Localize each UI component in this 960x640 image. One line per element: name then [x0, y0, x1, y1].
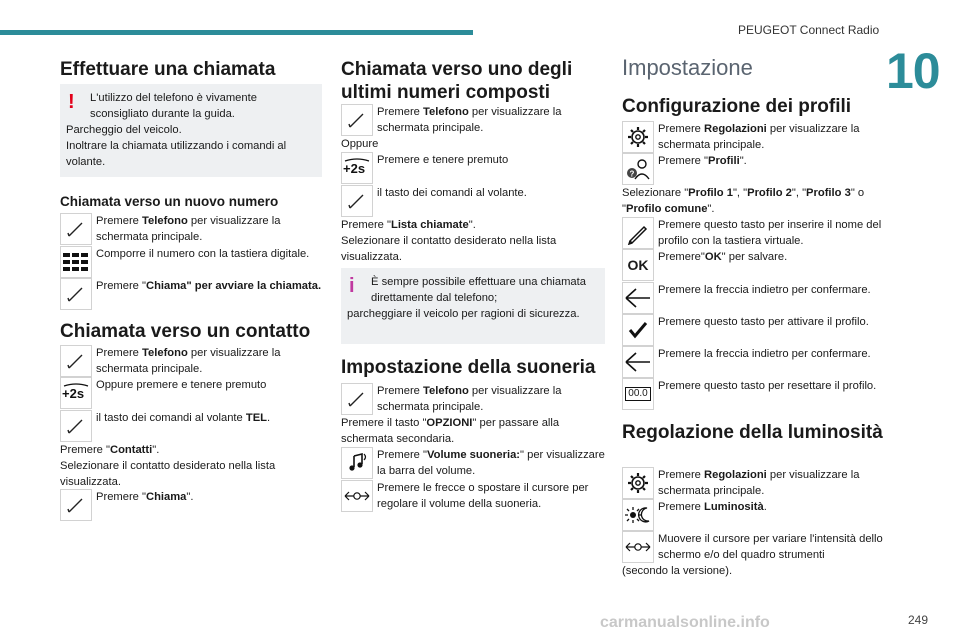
- step-row: [341, 447, 605, 479]
- step-text: .: [763, 501, 767, 513]
- warning-text: Parcheggio del veicolo.: [66, 124, 182, 136]
- paragraph-text: ", ": [791, 187, 807, 199]
- step-text: Premere: [96, 215, 143, 227]
- brightness-icon: [622, 499, 654, 531]
- step-text: ".: [739, 155, 747, 167]
- step-text: Premere questo tasto per resettare il profilo.: [658, 380, 877, 392]
- step-text: per visualizzare la schermata principale.: [377, 385, 562, 413]
- step-row: [622, 499, 890, 531]
- step-text: Premere e tenere premuto: [377, 154, 509, 166]
- step-text-bold: Regolazioni: [704, 469, 767, 481]
- section-title: Regolazione della luminosità: [622, 422, 883, 443]
- step-row: [60, 410, 322, 442]
- pen-icon: [622, 217, 654, 249]
- step-row: [60, 489, 322, 521]
- paragraph-text: Selezionare ": [622, 187, 689, 199]
- paragraph-text: Selezionare il contatto desiderato nella lista visualizzata.: [341, 235, 557, 263]
- step-row: [341, 104, 605, 136]
- paragraph: [341, 415, 605, 447]
- step-row: [60, 377, 322, 409]
- warning-box: [60, 84, 322, 177]
- step-text-bold: OK: [704, 251, 722, 263]
- warning-icon: !: [68, 91, 75, 113]
- step-text-bold: TEL: [245, 412, 268, 424]
- paragraph-text: " o ": [622, 187, 865, 215]
- section-title: Impostazione della suoneria: [341, 357, 596, 378]
- paragraph-text-bold: Profilo 2: [747, 187, 792, 199]
- step-text-bold: Chiama" per avviare la chiamata.: [145, 280, 322, 292]
- step-text: Premere: [377, 385, 424, 397]
- step-row: [60, 345, 322, 377]
- section-title: Configurazione dei profili: [622, 96, 852, 117]
- press-2s-icon: [60, 377, 92, 409]
- paragraph-text: ".: [152, 444, 160, 456]
- step-text: ".: [186, 491, 194, 503]
- step-text-bold: Telefono: [142, 347, 188, 359]
- step-row: [60, 246, 322, 278]
- chapter-number: 10: [886, 43, 940, 99]
- step-text: per visualizzare la schermata principale.: [96, 215, 281, 243]
- reset-icon-label: 00.0: [625, 387, 650, 401]
- step-text: Premere la freccia indietro per confermare.: [658, 284, 871, 296]
- step-text-bold: Telefono: [142, 215, 188, 227]
- subsection-title: Chiamata verso un nuovo numero: [60, 194, 279, 209]
- pencil-icon: [341, 104, 373, 136]
- svg-text:+2s: +2s: [343, 161, 366, 176]
- step-text-bold: Regolazioni: [704, 123, 767, 135]
- step-row: [622, 121, 890, 153]
- step-text: Premere le frecce o spostare il cursore per regolare il volume della suoneria.: [377, 482, 589, 510]
- step-text: per visualizzare la schermata principale.: [658, 123, 860, 151]
- paragraph-text: ".: [468, 219, 476, 231]
- step-text: .: [267, 412, 271, 424]
- gear-icon: [622, 467, 654, 499]
- pencil-icon: [60, 489, 92, 521]
- step-text: Premere ": [377, 449, 427, 461]
- watermark: carmanualsonline.info: [600, 614, 770, 631]
- step-text: per visualizzare la schermata principale.: [658, 469, 860, 497]
- step-row: [341, 185, 605, 217]
- paragraph-text: ", ": [732, 187, 748, 199]
- pencil-icon: [341, 383, 373, 415]
- back-arrow-icon: [622, 346, 654, 378]
- section-title: Chiamata verso un contatto: [60, 321, 311, 342]
- step-row: [622, 531, 890, 563]
- step-row: [622, 282, 890, 314]
- step-row: [622, 217, 890, 249]
- info-icon: i: [349, 275, 355, 297]
- step-text: " per visualizzare la barra del volume.: [377, 449, 605, 477]
- step-text: Muovere il cursore per variare l'intensità dello schermo e/o del quadro strumenti: [658, 533, 883, 561]
- gear-icon: [622, 121, 654, 153]
- profile-icon: [622, 153, 654, 185]
- paragraph-text: Premere il tasto ": [341, 417, 427, 429]
- step-text: Premere: [377, 106, 424, 118]
- page-number: 249: [908, 613, 929, 627]
- section-title: Effettuare una chiamata: [60, 59, 276, 80]
- step-text: Premere questo tasto per inserire il nome del profilo con la tastiera virtuale.: [658, 219, 882, 247]
- step-row: [341, 152, 605, 184]
- pencil-icon: [60, 410, 92, 442]
- step-text-bold: Volume suoneria:: [426, 449, 521, 461]
- step-text-bold: Telefono: [423, 106, 469, 118]
- paragraph: Oppure: [341, 138, 379, 150]
- svg-text:?: ?: [629, 169, 635, 179]
- step-text: Premere ": [658, 155, 708, 167]
- step-text: Comporre il numero con la tastiera digitale.: [96, 248, 310, 260]
- step-row: [60, 278, 322, 310]
- keypad-icon: [60, 246, 92, 278]
- step-text: Premere ": [96, 280, 146, 292]
- paragraph: (secondo la versione).: [622, 565, 733, 577]
- step-text: per visualizzare la schermata principale.: [96, 347, 281, 375]
- info-box: [341, 268, 605, 344]
- step-text: il tasto dei comandi al volante.: [377, 187, 527, 199]
- ok-icon-label: OK: [627, 257, 649, 273]
- paragraph-text-bold: Profilo comune: [625, 203, 708, 215]
- paragraph-text: ".: [707, 203, 715, 215]
- step-row: [622, 314, 890, 346]
- paragraph-text-bold: Contatti: [109, 444, 153, 456]
- paragraph: [341, 217, 605, 265]
- step-text-bold: Telefono: [423, 385, 469, 397]
- slider-arrows-icon: [341, 480, 373, 512]
- paragraph-text-bold: Profilo 1: [688, 187, 733, 199]
- paragraph: [622, 185, 890, 217]
- step-text-bold: Chiama: [145, 491, 187, 503]
- step-text: Oppure premere e tenere premuto: [96, 379, 267, 391]
- step-row: [622, 467, 890, 499]
- paragraph: [60, 442, 322, 490]
- paragraph-text: " per passare alla schermata secondaria.: [341, 417, 560, 445]
- slider-arrows-icon: [622, 531, 654, 563]
- step-text: Premere questo tasto per attivare il profilo.: [658, 316, 869, 328]
- info-text: parcheggiare il veicolo per ragioni di sicurezza.: [347, 308, 580, 320]
- header-accent-bar: [0, 30, 473, 35]
- step-row: [60, 213, 322, 245]
- pencil-icon: [341, 185, 373, 217]
- step-text: Premere la freccia indietro per confermare.: [658, 348, 871, 360]
- info-text: È sempre possibile effettuare una chiamata direttamente dal telefono;: [371, 276, 586, 304]
- step-text: Premere": [658, 251, 705, 263]
- ringtone-volume-icon: [341, 447, 373, 479]
- step-row: [622, 346, 890, 378]
- warning-text: L'utilizzo del telefono è vivamente sconsigliato durante la guida.: [90, 92, 257, 120]
- step-text: Premere: [658, 469, 705, 481]
- section-title: Chiamata verso uno degli ultimi numeri composti: [341, 59, 573, 103]
- step-text: Premere ": [96, 491, 146, 503]
- step-text: Premere: [658, 501, 705, 513]
- reset-icon: [622, 378, 654, 410]
- step-row: [341, 383, 605, 415]
- press-2s-icon: [341, 152, 373, 184]
- paragraph-text: Premere ": [341, 219, 391, 231]
- paragraph-text-bold: Lista chiamate: [390, 219, 469, 231]
- paragraph-text: Premere ": [60, 444, 110, 456]
- step-row: [622, 153, 890, 185]
- step-text: Premere: [658, 123, 705, 135]
- step-row: [622, 378, 890, 410]
- paragraph-text-bold: Profilo 3: [806, 187, 851, 199]
- step-text: Premere: [96, 347, 143, 359]
- step-text: per visualizzare la schermata principale.: [377, 106, 562, 134]
- checkmark-icon: [622, 314, 654, 346]
- svg-text:+2s: +2s: [62, 386, 85, 401]
- header-title: PEUGEOT Connect Radio: [738, 23, 880, 37]
- step-row: [622, 249, 890, 281]
- back-arrow-icon: [622, 282, 654, 314]
- ok-icon: [622, 249, 654, 281]
- section-title: Impostazione: [622, 55, 753, 80]
- paragraph-text-bold: OPZIONI: [426, 417, 473, 429]
- warning-text: Inoltrare la chiamata utilizzando i comandi al volante.: [66, 140, 287, 168]
- step-text: il tasto dei comandi al volante: [96, 412, 246, 424]
- pencil-icon: [60, 345, 92, 377]
- step-row: [341, 480, 605, 512]
- step-text: " per salvare.: [721, 251, 788, 263]
- pencil-icon: [60, 278, 92, 310]
- step-text-bold: Profili: [707, 155, 740, 167]
- paragraph-text: Selezionare il contatto desiderato nella lista visualizzata.: [60, 460, 276, 488]
- step-text-bold: Luminosità: [704, 501, 764, 513]
- pencil-icon: [60, 213, 92, 245]
